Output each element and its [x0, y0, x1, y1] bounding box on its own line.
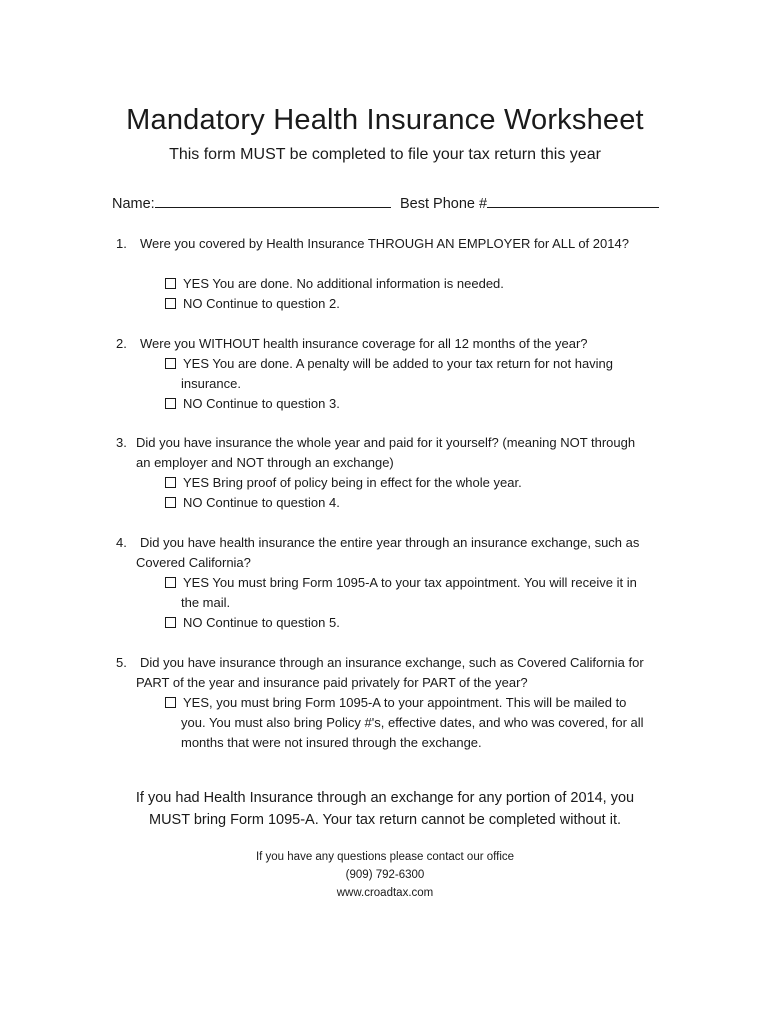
- checkbox[interactable]: [165, 477, 176, 488]
- checkbox[interactable]: [165, 697, 176, 708]
- question-5-text: Did you have insurance through an insurance exchange, such as Covered California for: [140, 655, 644, 670]
- checkbox[interactable]: [165, 577, 176, 588]
- phone-input-line[interactable]: [487, 195, 659, 208]
- name-field[interactable]: [112, 195, 391, 212]
- question-3-option-no[interactable]: NO Continue to question 4.: [165, 493, 340, 513]
- question-2-option-no[interactable]: NO Continue to question 3.: [165, 394, 340, 414]
- question-1-text: Were you covered by Health Insurance THROUGH AN EMPLOYER for ALL of 2014?: [140, 236, 629, 251]
- closing-notice-line-1: If you had Health Insurance through an exchange for any portion of 2014, you: [135, 790, 635, 806]
- phone-field[interactable]: [400, 195, 659, 212]
- question-2-option-yes-cont: insurance.: [181, 376, 241, 391]
- question-4-option-no[interactable]: NO Continue to question 5.: [165, 613, 340, 633]
- question-4-text-cont: Covered California?: [136, 555, 251, 570]
- question-4-option-yes[interactable]: YES You must bring Form 1095-A to your tax appointment. You will receive it in: [165, 573, 637, 593]
- question-3-text-cont: an employer and NOT through an exchange): [136, 455, 394, 470]
- phone-label: Best Phone #: [400, 196, 488, 212]
- question-2-number: 2.: [116, 336, 127, 351]
- question-4-option-yes-cont: the mail.: [181, 595, 231, 610]
- question-4-number: 4.: [116, 535, 127, 550]
- question-5-option-yes-cont-2: months that were not insured through the exchange.: [181, 735, 482, 750]
- question-4-text: Did you have health insurance the entire year through an insurance exchange, such as: [140, 535, 640, 550]
- question-1-number: 1.: [116, 236, 127, 251]
- checkbox[interactable]: [165, 398, 176, 409]
- page-title: Mandatory Health Insurance Worksheet: [126, 104, 644, 136]
- question-3-number: 3.: [116, 435, 127, 450]
- checkbox[interactable]: [165, 278, 176, 289]
- contact-text: If you have any questions please contact our office: [255, 851, 515, 863]
- question-1-option-yes[interactable]: YES You are done. No additional information is needed.: [165, 274, 504, 294]
- contact-website[interactable]: www.croadtax.com: [336, 887, 434, 899]
- question-2-text: Were you WITHOUT health insurance coverage for all 12 months of the year?: [140, 336, 588, 351]
- question-3-option-yes[interactable]: YES Bring proof of policy being in effect for the whole year.: [165, 473, 522, 493]
- question-2-option-yes[interactable]: YES You are done. A penalty will be added to your tax return for not having: [165, 354, 613, 374]
- checkbox[interactable]: [165, 298, 176, 309]
- question-5-text-cont: PART of the year and insurance paid privately for PART of the year?: [136, 675, 528, 690]
- checkbox[interactable]: [165, 497, 176, 508]
- contact-phone: (909) 792-6300: [345, 869, 425, 881]
- page-subtitle: This form MUST be completed to file your tax return this year: [169, 146, 601, 163]
- checkbox[interactable]: [165, 617, 176, 628]
- question-3-text: Did you have insurance the whole year and paid for it yourself? (meaning NOT through: [136, 435, 636, 450]
- question-5-number: 5.: [116, 655, 127, 670]
- closing-notice-line-2: MUST bring Form 1095-A. Your tax return cannot be completed without it.: [148, 812, 622, 828]
- name-input-line[interactable]: [155, 195, 391, 208]
- question-1-option-no[interactable]: NO Continue to question 2.: [165, 294, 340, 314]
- checkbox[interactable]: [165, 358, 176, 369]
- question-5-option-yes[interactable]: YES, you must bring Form 1095-A to your appointment. This will be mailed to: [165, 693, 626, 713]
- question-5-option-yes-cont-1: you. You must also bring Policy #'s, effective dates, and who was covered, for all: [181, 715, 644, 730]
- name-label: Name:: [112, 196, 155, 212]
